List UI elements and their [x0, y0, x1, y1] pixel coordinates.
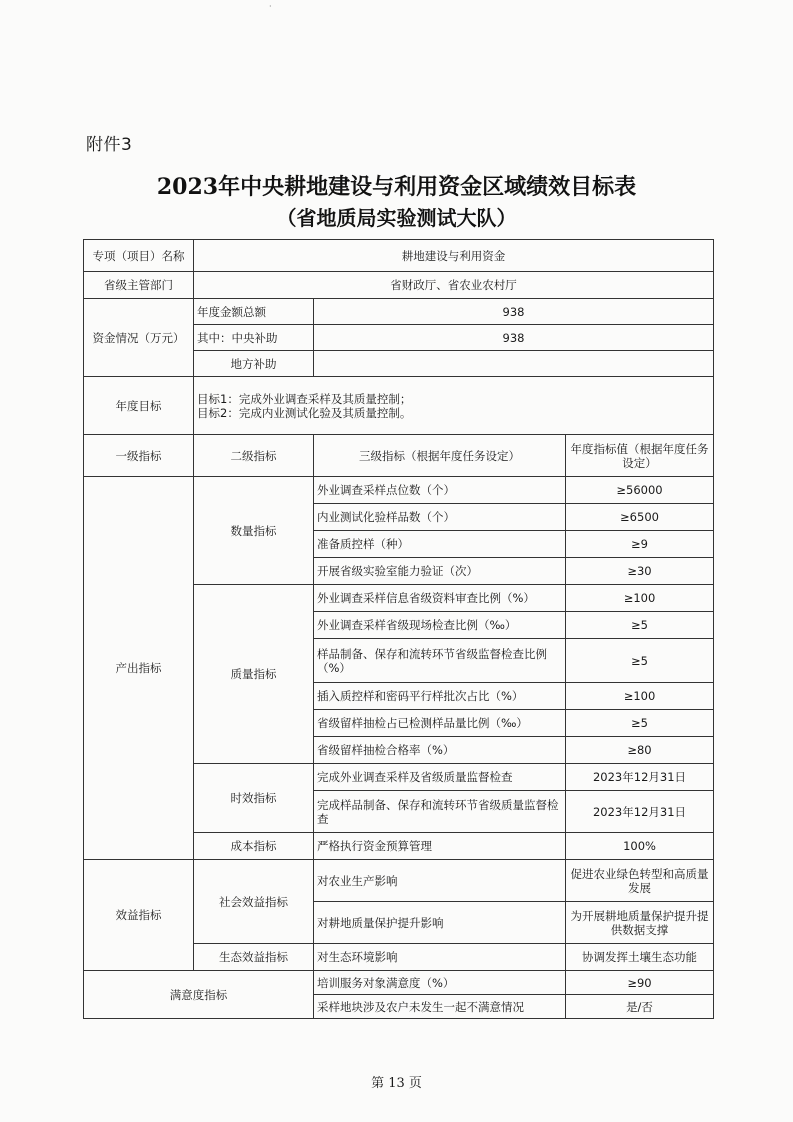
indicator-name: 培训服务对象满意度（%） [314, 971, 566, 995]
department-label: 省级主管部门 [84, 272, 194, 299]
indicator-value: ≥90 [566, 971, 714, 995]
indicator-name: 外业调查采样信息省级资料审查比例（%） [314, 585, 566, 612]
indicator-name: 开展省级实验室能力验证（次） [314, 558, 566, 585]
indicator-value: ≥30 [566, 558, 714, 585]
indicator-name: 严格执行资金预算管理 [314, 833, 566, 860]
indicator-value: ≥6500 [566, 504, 714, 531]
page-subtitle: （省地质局实验测试大队） [276, 206, 517, 230]
funds-total-value: 938 [314, 299, 714, 325]
department-value: 省财政厅、省农业农村厅 [194, 272, 714, 299]
eco-benefit-label: 生态效益指标 [194, 944, 314, 971]
project-row [84, 240, 714, 272]
funds-row [84, 299, 714, 325]
indicator-name: 省级留样抽检合格率（%） [314, 737, 566, 764]
indicator-value: ≥5 [566, 710, 714, 737]
indicator-name: 完成样品制备、保存和流转环节省级质量监督检查 [314, 791, 566, 833]
header-level3: 三级指标（根据年度任务设定） [314, 435, 566, 477]
indicator-name: 插入质控样和密码平行样批次占比（%） [314, 683, 566, 710]
indicator-name: 对农业生产影响 [314, 860, 566, 902]
funds-local-label: 地方补助 [194, 351, 314, 377]
indicator-value: ≥56000 [566, 477, 714, 504]
indicator-row [84, 971, 714, 995]
quality-label: 质量指标 [194, 585, 314, 764]
department-row [84, 272, 714, 299]
funds-central-value: 938 [314, 325, 714, 351]
indicator-name: 完成外业调查采样及省级质量监督检查 [314, 764, 566, 791]
indicator-name: 对耕地质量保护提升影响 [314, 902, 566, 944]
indicator-value: ≥9 [566, 531, 714, 558]
page-number: 第 13 页 [371, 1076, 422, 1091]
annual-goal-line: 目标1：完成外业调查采样及其质量控制； [197, 391, 412, 406]
indicator-value: 是/否 [566, 995, 714, 1019]
scan-dot: · [269, 2, 272, 11]
indicator-value: ≥100 [566, 585, 714, 612]
indicator-value: 2023年12月31日 [566, 791, 714, 833]
attachment-label: 附件3 [86, 135, 133, 155]
header-value: 年度指标值（根据年度任务设定） [566, 435, 714, 477]
annual-goal-row [84, 377, 714, 435]
indicator-name: 采样地块涉及农户未发生一起不满意情况 [314, 995, 566, 1019]
indicator-row [84, 860, 714, 902]
indicator-name: 外业调查采样省级现场检查比例（‰） [314, 612, 566, 639]
page-title: 2023年中央耕地建设与利用资金区域绩效目标表 [156, 174, 637, 200]
annual-goal-line: 目标2：完成内业测试化验及其质量控制。 [197, 405, 412, 420]
header-row [84, 435, 714, 477]
indicator-name: 省级留样抽检占已检测样品量比例（‰） [314, 710, 566, 737]
indicator-value: 2023年12月31日 [566, 764, 714, 791]
indicator-value: 100% [566, 833, 714, 860]
funds-central-label: 其中：中央补助 [194, 325, 314, 351]
indicator-name: 内业测试化验样品数（个） [314, 504, 566, 531]
indicator-value: ≥5 [566, 639, 714, 683]
indicator-value: ≥5 [566, 612, 714, 639]
annual-goal-label: 年度目标 [84, 377, 194, 435]
indicator-value: ≥100 [566, 683, 714, 710]
quantity-label: 数量指标 [194, 477, 314, 585]
performance-target-table [83, 239, 714, 1019]
satisfaction-label: 满意度指标 [84, 971, 314, 1019]
indicator-name: 对生态环境影响 [314, 944, 566, 971]
annual-goal-text [194, 377, 714, 435]
benefit-label: 效益指标 [84, 860, 194, 971]
funds-total-label: 年度金额总额 [194, 299, 314, 325]
indicator-value: 促进农业绿色转型和高质量发展 [566, 860, 714, 902]
indicator-name: 外业调查采样点位数（个） [314, 477, 566, 504]
cost-label: 成本指标 [194, 833, 314, 860]
output-label: 产出指标 [84, 477, 194, 860]
project-label: 专项（项目）名称 [84, 240, 194, 272]
indicator-name: 准备质控样（种） [314, 531, 566, 558]
funds-label: 资金情况（万元） [84, 299, 194, 377]
indicator-name: 样品制备、保存和流转环节省级监督检查比例（%） [314, 639, 566, 683]
header-level2: 二级指标 [194, 435, 314, 477]
timeliness-label: 时效指标 [194, 764, 314, 833]
header-level1: 一级指标 [84, 435, 194, 477]
indicator-value: 为开展耕地质量保护提升提供数据支撑 [566, 902, 714, 944]
funds-local-value [314, 351, 714, 377]
project-value: 耕地建设与利用资金 [194, 240, 714, 272]
indicator-value: 协调发挥土壤生态功能 [566, 944, 714, 971]
indicator-value: ≥80 [566, 737, 714, 764]
social-benefit-label: 社会效益指标 [194, 860, 314, 944]
indicator-row [84, 477, 714, 504]
